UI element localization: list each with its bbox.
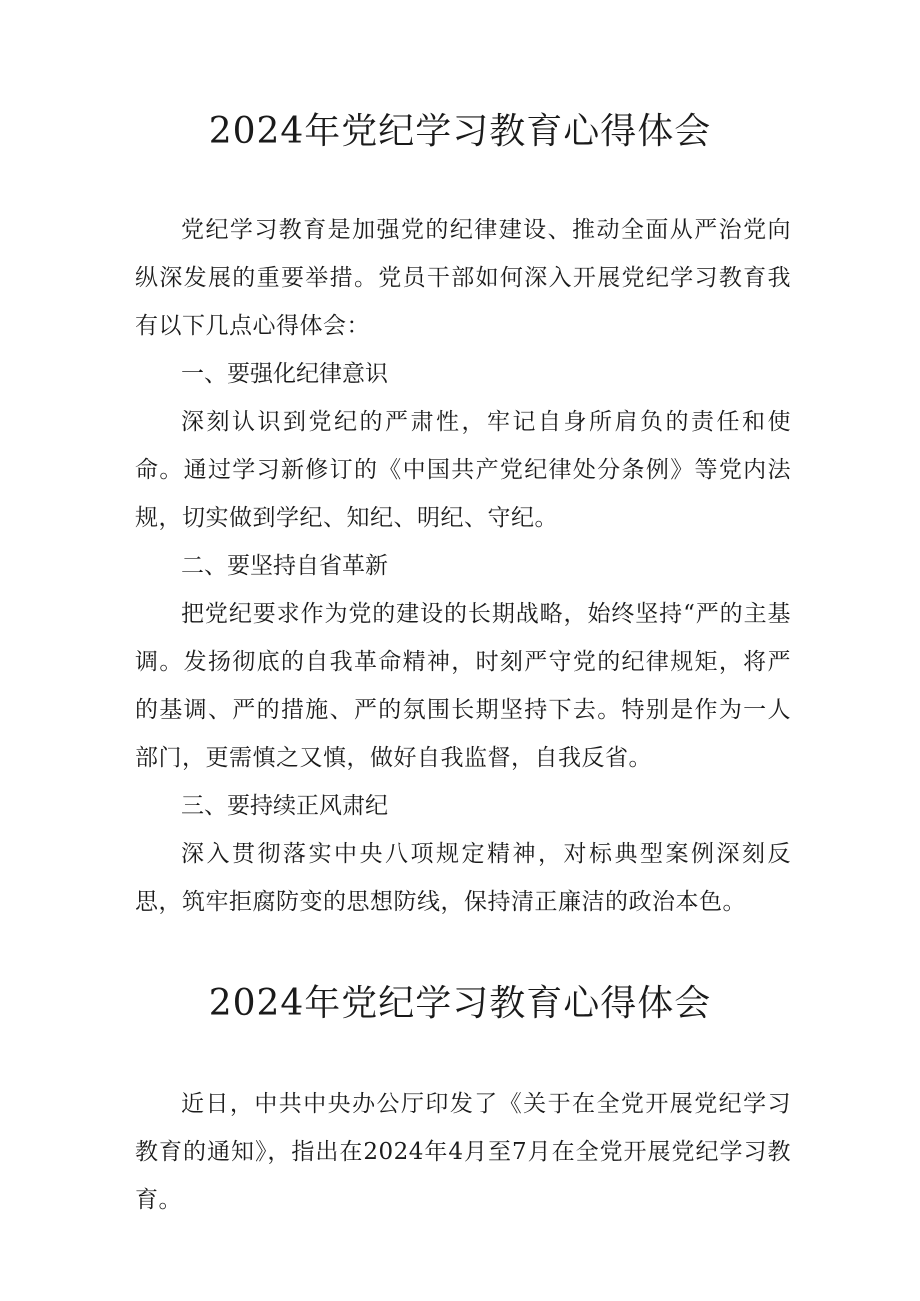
second-document-title: 2024年党纪学习教育心得体会: [208, 983, 712, 1024]
section-heading-2: 二、要坚持自省革新: [181, 553, 388, 579]
section-heading-1: 一、要强化纪律意识: [181, 361, 388, 387]
document-title: 2024年党纪学习教育心得体会: [208, 111, 712, 152]
body-paragraph-3: 深入贯彻落实中央八项规定精神，对标典型案例深刻反思，筑牢拒腐防变的思想防线，保持清正廉洁的政治本色。: [135, 841, 791, 915]
intro-paragraph: 党纪学习教育是加强党的纪律建设、推动全面从严治党向纵深发展的重要举措。党员干部如何深入开展党纪学习教育我有以下几点心得体会：: [135, 217, 791, 339]
second-intro-paragraph: 近日，中共中央办公厅印发了《关于在全党开展党纪学习教育的通知》，指出在2024年4月至7月在全党开展党纪学习教育。: [135, 1091, 791, 1213]
body-paragraph-1: 深刻认识到党纪的严肃性，牢记自身所肩负的责任和使命。通过学习新修订的《中国共产党纪律处分条例》等党内法规，切实做到学纪、知纪、明纪、守纪。: [135, 409, 791, 531]
body-paragraph-2: 把党纪要求作为党的建设的长期战略，始终坚持“严的主基调。发扬彻底的自我革命精神，时刻严守党的纪律规矩，将严的基调、严的措施、严的氛围长期坚持下去。特别是作为一人部门，更需慎之又慎，做好自我监督，自我反省。: [135, 601, 791, 771]
section-heading-3: 三、要持续正风肃纪: [181, 793, 388, 819]
